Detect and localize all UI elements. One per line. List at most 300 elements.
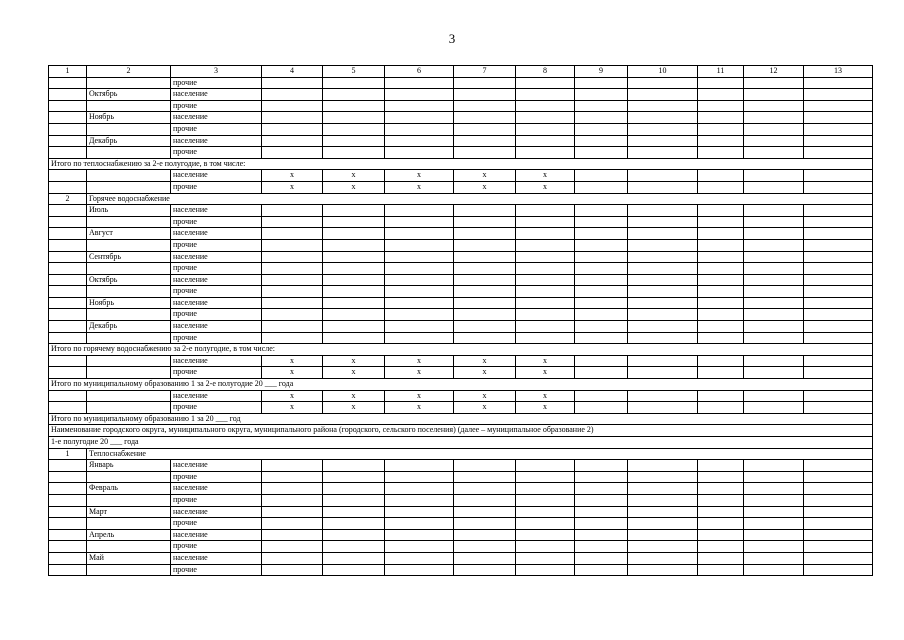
data-cell: [323, 274, 385, 286]
cell-number: [49, 263, 87, 275]
cell-number: [49, 529, 87, 541]
column-header: 3: [171, 66, 262, 78]
data-cell: [804, 135, 873, 147]
data-cell: [744, 205, 804, 217]
cell-number: [49, 77, 87, 89]
cell-month: [87, 518, 171, 530]
data-cell: [804, 89, 873, 101]
data-cell: [385, 286, 454, 298]
data-cell: [262, 251, 323, 263]
data-cell: [628, 321, 698, 333]
table-row: [49, 170, 873, 182]
data-cell: [323, 286, 385, 298]
category-label: население: [171, 297, 262, 309]
table-row: [49, 518, 873, 530]
data-cell: [323, 483, 385, 495]
data-cell: [454, 552, 516, 564]
data-cell: [516, 297, 575, 309]
data-cell: [454, 321, 516, 333]
category-label: население: [171, 506, 262, 518]
data-cell: [744, 541, 804, 553]
data-cell: [804, 402, 873, 414]
data-cell: [385, 147, 454, 159]
column-header: 10: [628, 66, 698, 78]
data-cell: [454, 135, 516, 147]
data-cell: [575, 332, 628, 344]
data-cell: [575, 251, 628, 263]
data-cell: [262, 321, 323, 333]
data-cell: [385, 541, 454, 553]
category-label: население: [171, 89, 262, 101]
data-cell: [454, 518, 516, 530]
month-label: Октябрь: [87, 274, 171, 286]
data-cell: [575, 135, 628, 147]
data-cell: [262, 471, 323, 483]
data-cell: [385, 251, 454, 263]
data-cell: [804, 390, 873, 402]
data-cell: [262, 123, 323, 135]
data-cell: [323, 263, 385, 275]
x-mark: x: [454, 390, 516, 402]
data-cell: [804, 216, 873, 228]
category-label: прочие: [171, 181, 262, 193]
data-cell: [575, 286, 628, 298]
table-row: [49, 321, 873, 333]
category-label: население: [171, 228, 262, 240]
data-cell: [628, 251, 698, 263]
data-cell: [516, 274, 575, 286]
data-cell: [744, 228, 804, 240]
category-label: население: [171, 251, 262, 263]
cell-number: [49, 471, 87, 483]
data-cell: [262, 297, 323, 309]
data-cell: [454, 506, 516, 518]
data-cell: [385, 216, 454, 228]
cell-month: [87, 123, 171, 135]
table-row: [49, 425, 873, 437]
data-cell: [698, 205, 744, 217]
data-cell: [385, 123, 454, 135]
x-mark: x: [323, 390, 385, 402]
cell-month: [87, 216, 171, 228]
data-cell: [628, 263, 698, 275]
data-cell: [744, 100, 804, 112]
data-cell: [575, 529, 628, 541]
x-mark: x: [385, 367, 454, 379]
data-cell: [698, 506, 744, 518]
cell-number: [49, 321, 87, 333]
x-mark: x: [323, 402, 385, 414]
data-cell: [804, 228, 873, 240]
cell-number: [49, 297, 87, 309]
data-cell: [516, 205, 575, 217]
data-cell: [262, 263, 323, 275]
cell-number: [49, 552, 87, 564]
cell-number: [49, 251, 87, 263]
data-cell: [698, 112, 744, 124]
data-cell: [385, 460, 454, 472]
table-row: [49, 448, 873, 460]
cell-number: [49, 564, 87, 576]
data-cell: [804, 112, 873, 124]
data-cell: [454, 483, 516, 495]
month-label: Сентябрь: [87, 251, 171, 263]
data-cell: [262, 460, 323, 472]
cell-month: [87, 263, 171, 275]
data-cell: [628, 89, 698, 101]
data-cell: [744, 460, 804, 472]
category-label: население: [171, 529, 262, 541]
cell-number: [49, 239, 87, 251]
data-cell: [454, 228, 516, 240]
data-cell: [698, 390, 744, 402]
data-cell: [454, 286, 516, 298]
cell-number: [49, 181, 87, 193]
cell-number: [49, 170, 87, 182]
table-row: [49, 529, 873, 541]
data-cell: [744, 89, 804, 101]
data-cell: [744, 274, 804, 286]
data-cell: [698, 564, 744, 576]
data-cell: [628, 112, 698, 124]
category-label: прочие: [171, 541, 262, 553]
data-cell: [575, 321, 628, 333]
data-cell: [575, 390, 628, 402]
data-cell: [323, 77, 385, 89]
table-row: [49, 135, 873, 147]
data-cell: [804, 355, 873, 367]
data-cell: [454, 112, 516, 124]
data-cell: [628, 239, 698, 251]
data-cell: [804, 147, 873, 159]
table-row: [49, 216, 873, 228]
table-row: [49, 263, 873, 275]
data-cell: [516, 321, 575, 333]
data-cell: [323, 251, 385, 263]
section-number: 2: [49, 193, 87, 205]
data-cell: [385, 494, 454, 506]
data-cell: [385, 564, 454, 576]
data-cell: [744, 390, 804, 402]
cell-month: [87, 471, 171, 483]
summary-label: Наименование городского округа, муниципального округа, муниципального района (городского, сельского поселения) (далее – муниципальное образование 2): [49, 425, 873, 437]
data-cell: [804, 263, 873, 275]
table-row: [49, 89, 873, 101]
data-cell: [744, 529, 804, 541]
data-cell: [323, 541, 385, 553]
column-header: 5: [323, 66, 385, 78]
data-cell: [804, 494, 873, 506]
data-cell: [698, 181, 744, 193]
data-cell: [744, 251, 804, 263]
table-row: [49, 239, 873, 251]
data-cell: [698, 239, 744, 251]
data-cell: [698, 216, 744, 228]
month-label: Январь: [87, 460, 171, 472]
data-cell: [575, 402, 628, 414]
table-row: [49, 228, 873, 240]
cell-number: [49, 216, 87, 228]
data-cell: [628, 402, 698, 414]
data-cell: [262, 77, 323, 89]
x-mark: x: [262, 181, 323, 193]
data-cell: [516, 506, 575, 518]
x-mark: x: [323, 367, 385, 379]
data-cell: [628, 100, 698, 112]
data-cell: [262, 205, 323, 217]
data-cell: [323, 529, 385, 541]
table-row: [49, 460, 873, 472]
data-cell: [628, 332, 698, 344]
data-cell: [385, 112, 454, 124]
table-row: [49, 413, 873, 425]
data-cell: [262, 112, 323, 124]
data-cell: [744, 263, 804, 275]
cell-number: [49, 332, 87, 344]
section-title: Горячее водоснабжение: [87, 193, 873, 205]
data-cell: [804, 239, 873, 251]
table-row: [49, 552, 873, 564]
column-header: 12: [744, 66, 804, 78]
cell-number: [49, 355, 87, 367]
data-cell: [454, 529, 516, 541]
data-cell: [262, 494, 323, 506]
month-label: Декабрь: [87, 321, 171, 333]
data-cell: [575, 460, 628, 472]
data-cell: [744, 309, 804, 321]
data-cell: [628, 135, 698, 147]
data-cell: [262, 286, 323, 298]
category-label: прочие: [171, 471, 262, 483]
data-cell: [575, 216, 628, 228]
report-table: [48, 65, 873, 576]
data-cell: [262, 135, 323, 147]
data-cell: [385, 100, 454, 112]
data-cell: [575, 123, 628, 135]
category-label: население: [171, 355, 262, 367]
month-label: Март: [87, 506, 171, 518]
data-cell: [804, 564, 873, 576]
data-cell: [454, 239, 516, 251]
data-cell: [516, 460, 575, 472]
x-mark: x: [262, 355, 323, 367]
data-cell: [744, 402, 804, 414]
column-header: 6: [385, 66, 454, 78]
data-cell: [575, 100, 628, 112]
category-label: прочие: [171, 518, 262, 530]
data-cell: [744, 367, 804, 379]
data-cell: [575, 541, 628, 553]
data-cell: [575, 297, 628, 309]
data-cell: [744, 321, 804, 333]
data-cell: [698, 332, 744, 344]
month-label: Август: [87, 228, 171, 240]
data-cell: [698, 367, 744, 379]
column-header: 11: [698, 66, 744, 78]
column-header: 8: [516, 66, 575, 78]
data-cell: [628, 205, 698, 217]
data-cell: [804, 471, 873, 483]
data-cell: [628, 367, 698, 379]
data-cell: [744, 170, 804, 182]
cell-number: [49, 89, 87, 101]
data-cell: [516, 147, 575, 159]
data-cell: [575, 263, 628, 275]
data-cell: [804, 77, 873, 89]
data-cell: [323, 228, 385, 240]
data-cell: [744, 483, 804, 495]
data-cell: [262, 541, 323, 553]
table-row: [49, 564, 873, 576]
data-cell: [385, 263, 454, 275]
cell-number: [49, 402, 87, 414]
data-cell: [323, 123, 385, 135]
x-mark: x: [323, 170, 385, 182]
data-cell: [575, 518, 628, 530]
data-cell: [323, 112, 385, 124]
data-cell: [575, 181, 628, 193]
table-row: [49, 193, 873, 205]
cell-month: [87, 367, 171, 379]
data-cell: [804, 251, 873, 263]
data-cell: [744, 147, 804, 159]
data-cell: [804, 286, 873, 298]
data-cell: [516, 541, 575, 553]
x-mark: x: [262, 170, 323, 182]
summary-label: 1-е полугодие 20 ___ года: [49, 437, 873, 449]
category-label: население: [171, 390, 262, 402]
data-cell: [323, 494, 385, 506]
data-cell: [628, 216, 698, 228]
cell-month: [87, 239, 171, 251]
table-row: [49, 541, 873, 553]
data-cell: [698, 147, 744, 159]
data-cell: [262, 518, 323, 530]
category-label: прочие: [171, 77, 262, 89]
table-row: [49, 332, 873, 344]
data-cell: [516, 112, 575, 124]
data-cell: [804, 460, 873, 472]
data-cell: [575, 77, 628, 89]
data-cell: [516, 309, 575, 321]
data-cell: [454, 309, 516, 321]
data-cell: [262, 89, 323, 101]
data-cell: [698, 251, 744, 263]
table-row: [49, 100, 873, 112]
cell-number: [49, 483, 87, 495]
data-cell: [698, 228, 744, 240]
x-mark: x: [454, 170, 516, 182]
data-cell: [323, 332, 385, 344]
data-cell: [744, 471, 804, 483]
data-cell: [575, 471, 628, 483]
data-cell: [628, 228, 698, 240]
cell-number: [49, 228, 87, 240]
data-cell: [698, 552, 744, 564]
data-cell: [323, 239, 385, 251]
data-cell: [454, 100, 516, 112]
data-cell: [698, 297, 744, 309]
data-cell: [804, 367, 873, 379]
data-cell: [323, 506, 385, 518]
table-row: [49, 494, 873, 506]
cell-number: [49, 460, 87, 472]
data-cell: [575, 205, 628, 217]
data-cell: [804, 123, 873, 135]
table-row: [49, 309, 873, 321]
category-label: прочие: [171, 239, 262, 251]
data-cell: [516, 89, 575, 101]
data-cell: [628, 274, 698, 286]
data-cell: [385, 321, 454, 333]
data-cell: [385, 483, 454, 495]
data-cell: [628, 552, 698, 564]
data-cell: [698, 541, 744, 553]
month-label: Май: [87, 552, 171, 564]
summary-label: Итого по горячему водоснабжению за 2-е полугодие, в том числе:: [49, 344, 873, 356]
data-cell: [744, 123, 804, 135]
data-cell: [575, 239, 628, 251]
cell-month: [87, 100, 171, 112]
data-cell: [698, 471, 744, 483]
data-cell: [698, 460, 744, 472]
data-cell: [516, 518, 575, 530]
data-cell: [698, 483, 744, 495]
category-label: население: [171, 274, 262, 286]
data-cell: [262, 147, 323, 159]
data-cell: [323, 518, 385, 530]
category-label: прочие: [171, 332, 262, 344]
data-cell: [804, 170, 873, 182]
cell-number: [49, 205, 87, 217]
table-row: [49, 483, 873, 495]
x-mark: x: [454, 181, 516, 193]
x-mark: x: [385, 390, 454, 402]
data-cell: [575, 89, 628, 101]
summary-label: Итого по муниципальному образованию 1 за 2-е полугодие 20 ___ года: [49, 379, 873, 391]
category-label: прочие: [171, 494, 262, 506]
table-row: [49, 205, 873, 217]
table-row: [49, 181, 873, 193]
column-header: 9: [575, 66, 628, 78]
data-cell: [575, 506, 628, 518]
x-mark: x: [385, 402, 454, 414]
data-cell: [385, 552, 454, 564]
data-cell: [804, 541, 873, 553]
data-cell: [804, 506, 873, 518]
data-cell: [698, 355, 744, 367]
data-cell: [744, 239, 804, 251]
cell-month: [87, 286, 171, 298]
category-label: население: [171, 135, 262, 147]
data-cell: [628, 390, 698, 402]
data-cell: [516, 77, 575, 89]
data-cell: [385, 332, 454, 344]
data-cell: [262, 274, 323, 286]
month-label: Июль: [87, 205, 171, 217]
data-cell: [744, 181, 804, 193]
data-cell: [575, 367, 628, 379]
data-cell: [262, 483, 323, 495]
data-cell: [744, 506, 804, 518]
cell-number: [49, 506, 87, 518]
data-cell: [454, 297, 516, 309]
data-cell: [516, 263, 575, 275]
x-mark: x: [516, 170, 575, 182]
category-label: прочие: [171, 402, 262, 414]
column-header: 7: [454, 66, 516, 78]
table-row: [49, 390, 873, 402]
